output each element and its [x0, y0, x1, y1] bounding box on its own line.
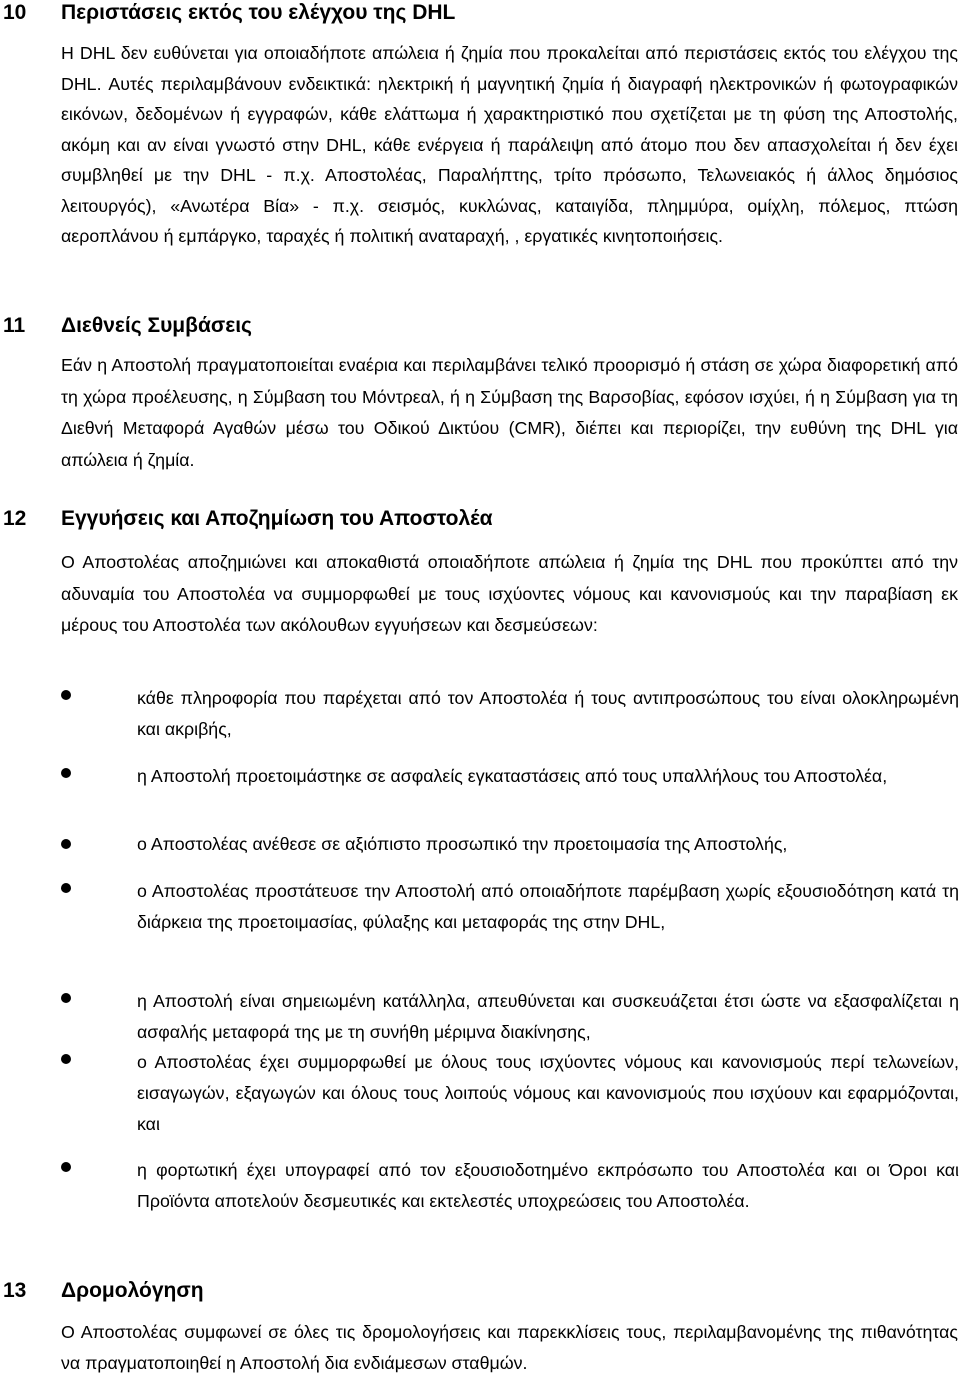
section-13-paragraph: Ο Αποστολέας συμφωνεί σε όλες τις δρομολογήσεις και παρεκκλίσεις τους, περιλαμβανομένης της πιθανότητας να πραγματοποιηθεί η Αποστολή δια ενδιάμεσων σταθμών.: [61, 1322, 958, 1373]
bullet-icon: [61, 1054, 71, 1064]
section-title: Περιστάσεις εκτός του ελέγχου της DHL: [61, 1, 456, 24]
section-title: Διεθνείς Συμβάσεις: [61, 314, 252, 337]
section-10-paragraph: Η DHL δεν ευθύνεται για οποιαδήποτε απώλεια ή ζημία που προκαλείται από περιστάσεις εκτός του ελέγχου της DHL. Αυτές περιλαμβάνουν ενδεικτικά: ηλεκτρική ή μαγνητική ζημία ή διαγραφή ηλεκτρονικών ή φωτογραφικών εικόνων, δεδομένων ή εγγραφών, κάθε ελάττωμα ή χαρακτηριστικό που σχετίζεται με τη φύση της Αποστολής, ακόμη και αν είναι γνωστό στην DHL, κάθε ενέργεια ή παράλειψη από άτομο που δεν απασχολείται ή δεν έχει συμβληθεί με την DHL - π.χ. Αποστολέας, Παραλήπτης, τρίτο πρόσωπο, Τελωνειακός ή άλλος δημόσιος λειτουργός), «Ανωτέρα Βία» - π.χ. σεισμός, κυκλώνας, καταιγίδα, πλημμύρα, ομίχλη, πόλεμος, πτώση αεροπλάνου ή εμπάργκο, ταραχές ή πολιτική αναταραχή, , εργατικές κινητοποιήσεις.: [61, 43, 958, 246]
bullet-icon: [61, 1162, 71, 1172]
list-item-text: η Αποστολή προετοιμάστηκε σε ασφαλείς εγκαταστάσεις από τους υπαλλήλους του Αποστολέα,: [137, 766, 888, 786]
list-item-text: η Αποστολή είναι σημειωμένη κατάλληλα, απευθύνεται και συσκευάζεται έτσι ώστε να εξασφαλίζεται η ασφαλής μεταφορά της με τη συνήθη μέριμνα διακίνησης,: [137, 991, 959, 1042]
bullet-icon: [61, 993, 71, 1003]
section-number: 12: [3, 507, 27, 530]
list-item-text: ο Αποστολέας ανέθεσε σε αξιόπιστο προσωπικό την προετοιμασία της Αποστολής,: [137, 834, 788, 854]
list-item-text: ο Αποστολέας έχει συμμορφωθεί με όλους τους ισχύοντες νόμους και κανονισμούς περί τελωνείων, εισαγωγών, εξαγωγών και όλους τους λοιπούς νόμους και κανονισμούς που ισχύουν και εφαρμόζονται, και: [137, 1052, 959, 1134]
list-item-text: ο Αποστολέας προστάτευσε την Αποστολή από οποιαδήποτε παρέμβαση χωρίς εξουσιοδότηση κατά τη διάρκεια της προετοιμασίας, φύλαξης και μεταφοράς της στην DHL,: [137, 881, 959, 932]
list-item-text: κάθε πληροφορία που παρέχεται από τον Αποστολέα ή τους αντιπροσώπους του είναι ολοκληρωμένη και ακριβής,: [137, 688, 959, 739]
bullet-icon: [61, 839, 71, 849]
list-item-text: η φορτωτική έχει υπογραφεί από τον εξουσιοδοτημένο εκπρόσωπο του Αποστολέα και οι Όροι και Προϊόντα αποτελούν δεσμευτικές και εκτελεστές υποχρεώσεις του Αποστολέα.: [137, 1160, 959, 1211]
section-title: Δρομολόγηση: [61, 1279, 204, 1302]
bullet-icon: [61, 883, 71, 893]
section-number: 11: [3, 314, 26, 337]
section-12-paragraph: Ο Αποστολέας αποζημιώνει και αποκαθιστά οποιαδήποτε απώλεια ή ζημία της DHL που προκύπτει από την αδυναμία του Αποστολέα να συμμορφωθεί με τους ισχύοντες νόμους και κανονισμούς και την παραβίαση εκ μέρους του Αποστολέα των ακόλουθων εγγυήσεων και δεσμεύσεων:: [61, 552, 958, 635]
bullet-icon: [61, 690, 71, 700]
section-number: 10: [3, 1, 27, 24]
section-number: 13: [3, 1279, 27, 1302]
bullet-icon: [61, 768, 71, 778]
section-title: Εγγυήσεις και Αποζημίωση του Αποστολέα: [61, 507, 493, 530]
section-11-paragraph: Εάν η Αποστολή πραγματοποιείται εναέρια και περιλαμβάνει τελικό προορισμό ή στάση σε χώρα διαφορετική από τη χώρα προέλευσης, η Σύμβαση του Μόντρεαλ, ή η Σύμβαση της Βαρσοβίας, εφόσον ισχύει, ή η Σύμβαση για τη Διεθνή Μεταφορά Αγαθών μέσω του Οδικού Δικτύου (CMR), διέπει και περιορίζει, την ευθύνη της DHL για απώλεια ή ζημία.: [61, 355, 958, 470]
